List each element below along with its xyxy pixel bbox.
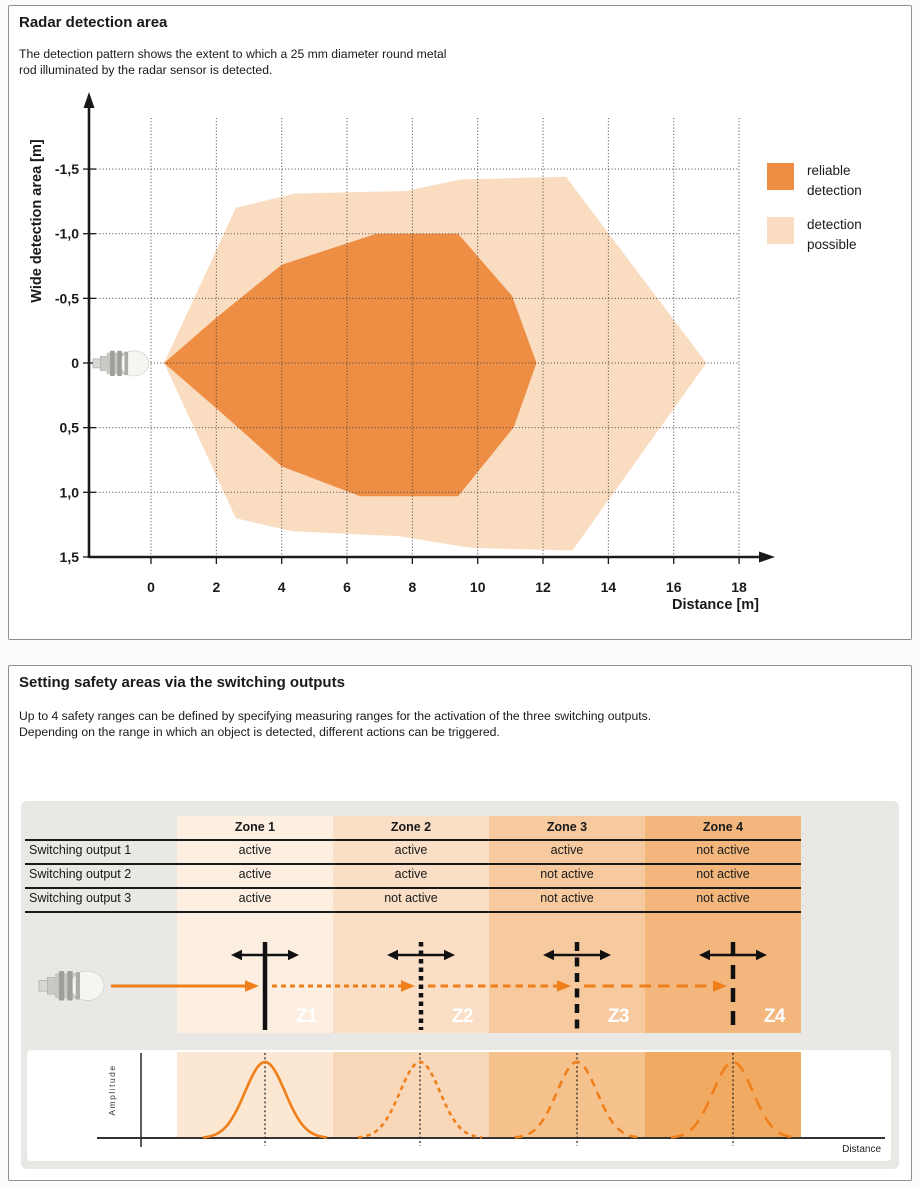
radar-detection-chart (9, 6, 911, 639)
svg-text:-1,0: -1,0 (54, 225, 79, 242)
detection-areas (164, 177, 706, 551)
legend-item-reliable (767, 163, 907, 203)
table-cell: not active (696, 843, 750, 857)
radar-panel-description-line2: rod illuminated by the radar sensor is detected. (19, 63, 273, 77)
table-cell: not active (540, 867, 594, 881)
distance-axis-label: Distance (842, 1144, 881, 1155)
zones-diagram-panel (21, 801, 899, 1169)
col-header-zone2: Zone 2 (390, 820, 432, 834)
svg-text:6: 6 (343, 579, 351, 595)
radar-panel-description-line1: The detection pattern shows the extent to which a 25 mm diameter round metal (19, 47, 447, 61)
svg-text:16: 16 (665, 579, 682, 595)
table-cell: active (394, 843, 428, 857)
zones-panel-title: Setting safety areas via the switching outputs (19, 674, 345, 691)
col-header-zone3: Zone 3 (546, 820, 588, 834)
x-axis-title: Distance [m] (671, 597, 759, 613)
zone4-label: Z4 (763, 1006, 785, 1027)
table-cell: active (238, 891, 272, 905)
col-header-zone4: Zone 4 (702, 820, 744, 834)
table-cell: not active (696, 867, 750, 881)
table-rule (25, 887, 801, 889)
zones-panel-description-line2: Depending on the range in which an object is detected, different actions can be triggered. (19, 725, 500, 739)
row-label-output1: Switching output 1 (29, 843, 132, 857)
svg-text:1,5: 1,5 (59, 548, 79, 565)
radar-sensor-icon (93, 351, 149, 376)
table-rule (25, 911, 801, 913)
svg-text:-1,5: -1,5 (54, 161, 79, 178)
zone2-label: Z2 (451, 1006, 473, 1027)
legend-swatch-possible (767, 217, 794, 244)
table-cell: active (550, 843, 584, 857)
svg-text:2: 2 (212, 579, 221, 595)
svg-text:0: 0 (71, 355, 79, 371)
amplitude-chart-card (27, 1050, 891, 1161)
zones-panel-description-line1: Up to 4 safety ranges can be defined by specifying measuring ranges for the activation of the three switching outputs. (19, 709, 652, 723)
svg-text:0,5: 0,5 (59, 419, 79, 436)
svg-text:12: 12 (535, 579, 551, 595)
table-cell: not active (384, 891, 438, 905)
amplitude-axis-label: Amplitude (107, 1064, 117, 1116)
svg-text:-0,5: -0,5 (54, 290, 79, 307)
svg-text:10: 10 (469, 579, 486, 595)
legend-label-possible: detection possible (807, 217, 862, 252)
row-label-output2: Switching output 2 (29, 867, 132, 881)
table-cell: active (238, 843, 272, 857)
y-axis-title: Wide detection area [m] (29, 139, 45, 303)
legend-item-possible (767, 217, 907, 257)
zone1-label: Z1 (295, 1006, 317, 1027)
zone3-label: Z3 (607, 1006, 629, 1027)
svg-text:4: 4 (277, 579, 286, 595)
svg-text:0: 0 (147, 579, 155, 595)
svg-text:14: 14 (600, 579, 617, 595)
radar-detection-panel (8, 5, 912, 640)
x-axis-arrow (759, 552, 775, 563)
svg-text:18: 18 (731, 579, 747, 595)
amplitude-chart (27, 1050, 891, 1161)
radar-sensor-icon (39, 971, 104, 1000)
svg-text:1,0: 1,0 (59, 484, 79, 501)
radar-panel-title: Radar detection area (19, 14, 168, 31)
legend-label-reliable: reliable detection (807, 163, 862, 198)
col-header-zone1: Zone 1 (234, 820, 276, 834)
row-label-output3: Switching output 3 (29, 891, 132, 905)
table-cell: active (394, 867, 428, 881)
table-cell: not active (696, 891, 750, 905)
table-rule (25, 863, 801, 865)
legend-swatch-reliable (767, 163, 794, 190)
safety-areas-panel (8, 665, 912, 1181)
y-axis-arrow (84, 92, 95, 108)
table-cell: not active (540, 891, 594, 905)
table-cell: active (238, 867, 272, 881)
svg-text:8: 8 (408, 579, 417, 595)
